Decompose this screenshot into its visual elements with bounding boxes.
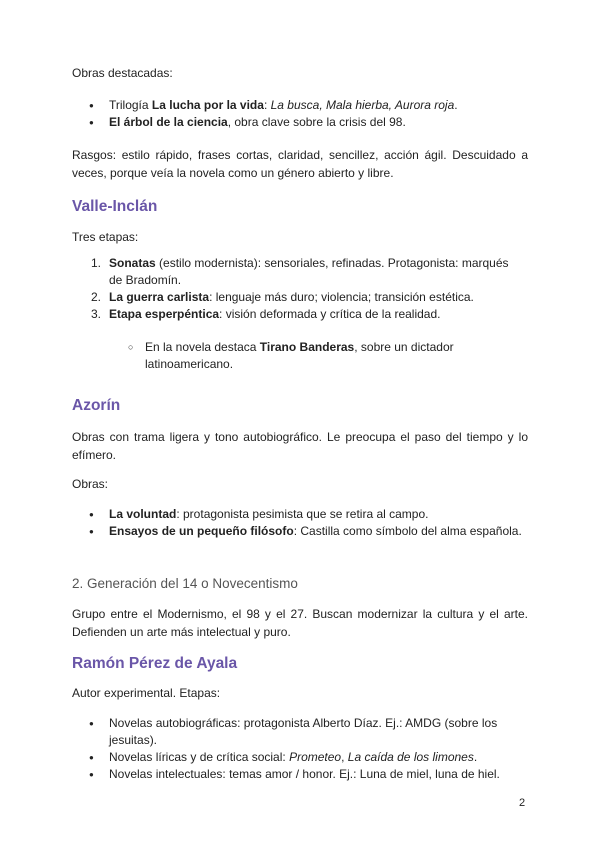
baroja-works-list [72,97,528,131]
list-item: ○ En la novela destaca Tirano Banderas, sobre un dictador latinoamericano. [128,339,465,373]
baroja-works-intro: Obras destacadas: [72,66,173,80]
list-item: ● Novelas autobiográficas: protagonista Alberto Díaz. Ej.: AMDG (sobre los jesuitas). [72,715,521,749]
list-item: ● La voluntad: protagonista pesimista que se retira al campo. [72,506,528,523]
page-number: 2 [519,797,526,809]
section-2-description: Grupo entre el Modernismo, el 98 y el 27. Buscan modernizar la cultura y el arte. Defienden un arte más intelectual y puro. [72,607,528,639]
valle-stages-list [72,255,528,323]
perez-ayala-stages-list [72,715,528,783]
page-content [72,64,528,783]
list-item: ● Novelas intelectuales: temas amor / honor. Ej.: Luna de miel, luna de hiel. [72,766,528,783]
heading-section-2: 2. Generación del 14 o Novecentismo [72,576,298,591]
list-item: ● Novelas líricas y de crítica social: Prometeo, La caída de los limones. [72,749,528,766]
list-item: ● Ensayos de un pequeño filósofo: Castilla como símbolo del alma española. [72,523,528,540]
perez-ayala-intro: Autor experimental. Etapas: [72,686,221,700]
azorin-works-list [72,506,528,540]
baroja-rasgos: Rasgos: estilo rápido, frases cortas, claridad, sencillez, acción ágil. Descuidado a veces, porque veía la novela como un género abierto y libre. [72,148,528,180]
azorin-description: Obras con trama ligera y tono autobiográfico. Le preocupa el paso del tiempo y lo efímero. [72,430,528,462]
heading-perez-de-ayala: Ramón Pérez de Ayala [72,655,238,672]
list-item: ● Trilogía La lucha por la vida: La busca, Mala hierba, Aurora roja. [72,97,528,114]
valle-sub-list [128,339,528,373]
azorin-works-label: Obras: [72,477,109,491]
list-item: ● El árbol de la ciencia, obra clave sobre la crisis del 98. [72,114,528,131]
heading-valle-inclan: Valle-Inclán [72,198,158,215]
list-item: 1. Sonatas (estilo modernista): sensoriales, refinadas. Protagonista: marqués de Bradomín. [91,256,509,287]
list-item: 3. Etapa esperpéntica: visión deformada y crítica de la realidad. [91,307,441,321]
valle-intro: Tres etapas: [72,230,139,244]
list-item: 2. La guerra carlista: lenguaje más duro; violencia; transición estética. [91,290,474,304]
heading-azorin: Azorín [72,397,121,414]
